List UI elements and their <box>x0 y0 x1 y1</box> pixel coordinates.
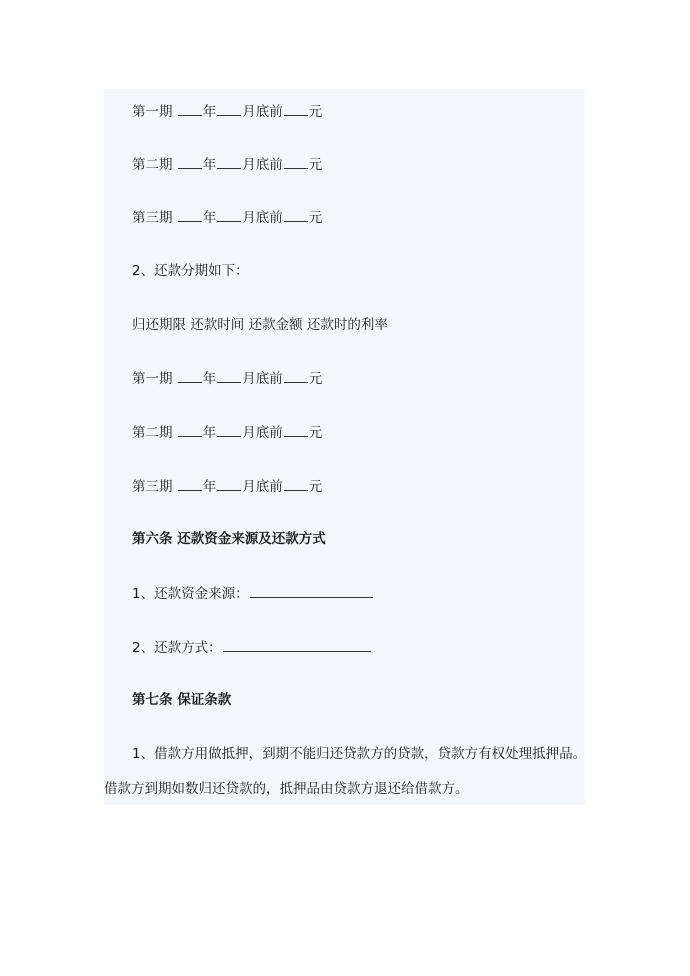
year-suffix: 年 <box>202 425 217 441</box>
month-suffix: 月底前 <box>242 157 283 173</box>
year-suffix: 年 <box>202 157 217 173</box>
amount-blank <box>284 368 308 383</box>
installment-line-1 <box>132 101 322 122</box>
schedule-header: 归还期限 还款时间 还款金额 还款时的利率 <box>132 317 388 333</box>
schedule-intro: 2、还款分期如下： <box>132 263 249 279</box>
amount-suffix: 元 <box>308 104 323 120</box>
year-suffix: 年 <box>202 210 217 226</box>
amount-blank <box>284 422 308 437</box>
installment-label: 第二期 <box>132 157 177 173</box>
installment-label: 第三期 <box>132 210 177 226</box>
amount-suffix: 元 <box>308 479 323 495</box>
schedule-line-1 <box>132 368 322 389</box>
month-blank <box>217 476 241 491</box>
year-blank <box>178 422 202 437</box>
amount-suffix: 元 <box>308 210 323 226</box>
installment-line-3 <box>132 207 322 228</box>
installment-label: 第一期 <box>132 371 177 387</box>
year-blank <box>178 368 202 383</box>
installment-label: 第三期 <box>132 479 177 495</box>
amount-suffix: 元 <box>308 157 323 173</box>
month-suffix: 月底前 <box>242 425 283 441</box>
amount-suffix: 元 <box>308 371 323 387</box>
year-blank <box>178 101 202 116</box>
funding-source-line <box>132 583 374 604</box>
schedule-line-3 <box>132 476 322 497</box>
guarantee-clause-line-2: 借款方到期如数归还贷款的，抵押品由贷款方退还给借款方。 <box>104 781 469 797</box>
amount-blank <box>284 101 308 116</box>
amount-blank <box>284 207 308 222</box>
amount-suffix: 元 <box>308 425 323 441</box>
installment-label: 第一期 <box>132 104 177 120</box>
amount-blank <box>284 476 308 491</box>
amount-blank <box>284 154 308 169</box>
repayment-method-label: 2、还款方式： <box>132 640 222 656</box>
year-blank <box>178 207 202 222</box>
funding-source-blank <box>250 583 373 598</box>
guarantee-clause-line-1: 1、借款方用做抵押，到期不能归还贷款方的贷款，贷款方有权处理抵押品。 <box>132 746 587 762</box>
article-7-heading: 第七条 保证条款 <box>132 692 232 708</box>
month-blank <box>217 101 241 116</box>
month-blank <box>217 368 241 383</box>
year-blank <box>178 154 202 169</box>
schedule-line-2 <box>132 422 322 443</box>
year-blank <box>178 476 202 491</box>
month-blank <box>217 154 241 169</box>
installment-label: 第二期 <box>132 425 177 441</box>
year-suffix: 年 <box>202 479 217 495</box>
year-suffix: 年 <box>202 104 217 120</box>
month-blank <box>217 207 241 222</box>
funding-source-label: 1、还款资金来源： <box>132 586 249 602</box>
year-suffix: 年 <box>202 371 217 387</box>
repayment-method-blank <box>223 637 371 652</box>
repayment-method-line <box>132 637 372 658</box>
month-suffix: 月底前 <box>242 210 283 226</box>
month-suffix: 月底前 <box>242 371 283 387</box>
month-suffix: 月底前 <box>242 479 283 495</box>
month-suffix: 月底前 <box>242 104 283 120</box>
article-6-heading: 第六条 还款资金来源及还款方式 <box>132 531 326 547</box>
month-blank <box>217 422 241 437</box>
installment-line-2 <box>132 154 322 175</box>
